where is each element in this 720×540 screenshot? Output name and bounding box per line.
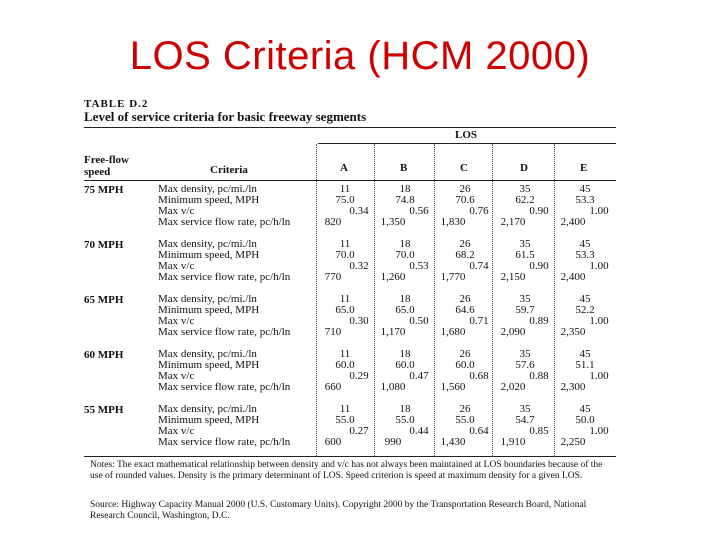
- table-cell: 1.00: [589, 260, 609, 272]
- free-flow-speed-label: 75 MPH: [84, 184, 124, 196]
- table-cell: 55.0: [455, 414, 475, 426]
- table-cell: 64.6: [455, 304, 475, 316]
- table-cell: 1,770: [440, 271, 466, 283]
- table-cell: 1,350: [380, 216, 406, 228]
- criterion-label: Minimum speed, MPH: [158, 249, 260, 261]
- table-cell: 18: [399, 403, 411, 415]
- table-cell: 70.6: [455, 194, 475, 206]
- table-cell: 1,910: [500, 436, 526, 448]
- table-cell: 0.74: [469, 260, 489, 272]
- table-cell: 60.0: [455, 359, 475, 371]
- table-cell: 74.8: [395, 194, 415, 206]
- table-cell: 0.34: [349, 205, 369, 217]
- table-cell: 35: [519, 348, 531, 360]
- criterion-label: Max service flow rate, pc/h/ln: [158, 216, 291, 228]
- table-cell: 52.2: [575, 304, 595, 316]
- table-cell: 61.5: [515, 249, 535, 261]
- table-cell: 11: [339, 238, 351, 250]
- criterion-label: Max v/c: [158, 425, 195, 437]
- table-cell: 710: [324, 326, 342, 338]
- table-cell: 53.3: [575, 249, 595, 261]
- table-cell: 45: [579, 183, 591, 195]
- table-cell: 11: [339, 348, 351, 360]
- table-cell: 2,170: [500, 216, 526, 228]
- criterion-label: Max v/c: [158, 205, 195, 217]
- table-cell: 11: [339, 403, 351, 415]
- table-cell: 60.0: [395, 359, 415, 371]
- table-cell: 0.76: [469, 205, 489, 217]
- criterion-label: Max service flow rate, pc/h/ln: [158, 326, 291, 338]
- criteria-header: Criteria: [210, 164, 248, 176]
- table-cell: 26: [459, 403, 471, 415]
- table-cell: 45: [579, 293, 591, 305]
- table-cell: 35: [519, 183, 531, 195]
- table-cell: 2,300: [560, 381, 586, 393]
- criterion-label: Max density, pc/mi./ln: [158, 238, 257, 250]
- table-caption: Level of service criteria for basic freeway segments: [84, 109, 367, 124]
- table-cell: 0.27: [349, 425, 369, 437]
- table-cell: 59.7: [515, 304, 535, 316]
- los-underline: [318, 143, 616, 144]
- table-cell: 11: [339, 183, 351, 195]
- table-cell: 18: [399, 238, 411, 250]
- table-cell: 70.0: [335, 249, 355, 261]
- table-cell: 0.29: [349, 370, 369, 382]
- table-cell: 2,350: [560, 326, 586, 338]
- criterion-label: Max service flow rate, pc/h/ln: [158, 436, 291, 448]
- free-flow-speed-header: Free-flow speed: [84, 154, 129, 178]
- criterion-label: Minimum speed, MPH: [158, 194, 260, 206]
- table-cell: 1.00: [589, 425, 609, 437]
- table-cell: 1,170: [380, 326, 406, 338]
- criterion-label: Max density, pc/mi./ln: [158, 293, 257, 305]
- table-label: TABLE D.2: [84, 98, 149, 110]
- table-cell: 1,680: [440, 326, 466, 338]
- table-cell: 1.00: [589, 315, 609, 327]
- criterion-label: Minimum speed, MPH: [158, 359, 260, 371]
- table-cell: 62.2: [515, 194, 535, 206]
- table-cell: 70.0: [395, 249, 415, 261]
- top-rule: [84, 127, 616, 128]
- free-flow-speed-label: 70 MPH: [84, 239, 124, 251]
- table-cell: 18: [399, 183, 411, 195]
- table-cell: 53.3: [575, 194, 595, 206]
- table-cell: 0.56: [409, 205, 429, 217]
- table-cell: 75.0: [335, 194, 355, 206]
- los-level-header: B: [400, 162, 408, 174]
- table-cell: 57.6: [515, 359, 535, 371]
- los-group-header: LOS: [455, 129, 478, 141]
- table-cell: 0.85: [529, 425, 549, 437]
- table-cell: 0.68: [469, 370, 489, 382]
- slide-title: LOS Criteria (HCM 2000): [129, 34, 591, 78]
- table-cell: 600: [324, 436, 342, 448]
- table-cell: 65.0: [395, 304, 415, 316]
- table-cell: 1.00: [589, 370, 609, 382]
- table-cell: 1,560: [440, 381, 466, 393]
- table-cell: 45: [579, 403, 591, 415]
- table-cell: 0.32: [349, 260, 369, 272]
- criterion-label: Max v/c: [158, 370, 195, 382]
- table-cell: 1,430: [440, 436, 466, 448]
- table-cell: 35: [519, 403, 531, 415]
- table-cell: 0.71: [469, 315, 489, 327]
- table-cell: 0.53: [409, 260, 429, 272]
- table-cell: 1,260: [380, 271, 406, 283]
- table-cell: 65.0: [335, 304, 355, 316]
- table-cell: 18: [399, 348, 411, 360]
- table-cell: 2,150: [500, 271, 526, 283]
- criterion-label: Minimum speed, MPH: [158, 414, 260, 426]
- table-cell: 2,400: [560, 216, 586, 228]
- table-cell: 54.7: [515, 414, 535, 426]
- table-cell: 45: [579, 348, 591, 360]
- table-cell: 35: [519, 238, 531, 250]
- free-flow-speed-label: 55 MPH: [84, 404, 124, 416]
- table-cell: 18: [399, 293, 411, 305]
- header-rule: [84, 180, 616, 181]
- table-cell: 1,080: [380, 381, 406, 393]
- table-cell: 51.1: [575, 359, 595, 371]
- table-cell: 0.88: [529, 370, 549, 382]
- criterion-label: Max density, pc/mi./ln: [158, 183, 257, 195]
- los-level-header: C: [460, 162, 468, 174]
- table-cell: 26: [459, 183, 471, 195]
- table-cell: 0.44: [409, 425, 429, 437]
- table-cell: 820: [324, 216, 342, 228]
- table-source: Source: Highway Capacity Manual 2000 (U.S. Customary Units). Copyright 2000 by the Transportation Research Board, National Research Council, Washington, D.C.: [90, 500, 587, 521]
- table-cell: 0.50: [409, 315, 429, 327]
- table-cell: 35: [519, 293, 531, 305]
- table-cell: 1.00: [589, 205, 609, 217]
- table-cell: 770: [324, 271, 342, 283]
- table-cell: 0.89: [529, 315, 549, 327]
- criterion-label: Minimum speed, MPH: [158, 304, 260, 316]
- table-cell: 0.90: [529, 260, 549, 272]
- table-cell: 55.0: [335, 414, 355, 426]
- criterion-label: Max v/c: [158, 315, 195, 327]
- bottom-rule: [84, 456, 616, 457]
- table-cell: 660: [324, 381, 342, 393]
- table-cell: 2,090: [500, 326, 526, 338]
- table-cell: 26: [459, 238, 471, 250]
- table-cell: 0.64: [469, 425, 489, 437]
- table-cell: 26: [459, 348, 471, 360]
- free-flow-speed-label: 60 MPH: [84, 349, 124, 361]
- table-cell: 50.0: [575, 414, 595, 426]
- los-level-header: E: [580, 162, 588, 174]
- table-cell: 990: [384, 436, 402, 448]
- table-cell: 0.90: [529, 205, 549, 217]
- table-cell: 11: [339, 293, 351, 305]
- table-cell: 55.0: [395, 414, 415, 426]
- table-cell: 68.2: [455, 249, 475, 261]
- table-cell: 0.30: [349, 315, 369, 327]
- table-cell: 2,250: [560, 436, 586, 448]
- table-cell: 2,020: [500, 381, 526, 393]
- table-cell: 1,830: [440, 216, 466, 228]
- criterion-label: Max density, pc/mi./ln: [158, 348, 257, 360]
- table-notes: Notes: The exact mathematical relationship between density and v/c has not always been maintained at LOS boundaries because of the use of rounded values. Density is the primary determinant of LOS. Speed criterion is speed at maximum density for a given LOS.: [90, 460, 603, 481]
- table-cell: 2,400: [560, 271, 586, 283]
- criterion-label: Max density, pc/mi./ln: [158, 403, 257, 415]
- free-flow-speed-label: 65 MPH: [84, 294, 124, 306]
- criterion-label: Max service flow rate, pc/h/ln: [158, 381, 291, 393]
- table-cell: 0.47: [409, 370, 429, 382]
- table-cell: 26: [459, 293, 471, 305]
- table-cell: 60.0: [335, 359, 355, 371]
- table-cell: 45: [579, 238, 591, 250]
- criterion-label: Max v/c: [158, 260, 195, 272]
- criterion-label: Max service flow rate, pc/h/ln: [158, 271, 291, 283]
- los-level-header: D: [520, 162, 528, 174]
- scanned-table: [80, 96, 620, 526]
- los-level-header: A: [340, 162, 348, 174]
